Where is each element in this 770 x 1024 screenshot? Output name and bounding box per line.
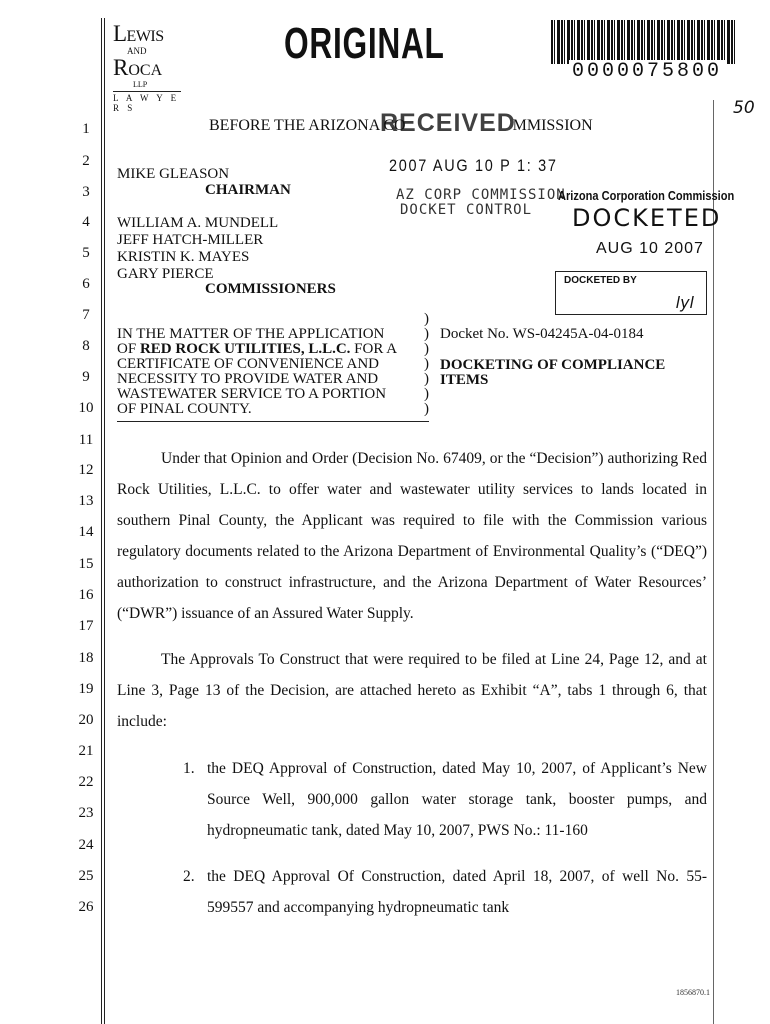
original-stamp: ORIGINAL bbox=[284, 19, 445, 68]
line-number: 9 bbox=[82, 369, 90, 385]
line-number: 11 bbox=[78, 432, 94, 448]
commissioner-list bbox=[117, 215, 278, 283]
left-margin-rule-outer bbox=[101, 18, 102, 1024]
paren: ) bbox=[424, 311, 429, 327]
paragraph-2: The Approvals To Construct that were required to be filed at Line 24, Page 12, and at Line 3, Page 13 of the Decision, are attached hereto as Exhibit “A”, tabs 1 through 6, that include: bbox=[117, 651, 707, 730]
caption-line: WASTEWATER SERVICE TO A PORTION bbox=[117, 386, 387, 402]
az-corp-line-2: DOCKET CONTROL bbox=[400, 202, 533, 218]
document-title bbox=[440, 358, 665, 388]
paren: ) bbox=[424, 386, 429, 402]
received-stamp: RECEIVED bbox=[380, 109, 516, 137]
document-title-line: ITEMS bbox=[440, 372, 489, 388]
az-corp-line-1: AZ CORP COMMISSION bbox=[396, 187, 566, 203]
list-item: the DEQ Approval Of Construction, dated April 18, 2007, of well No. 55-599557 and accompanying hydropneumatic tank bbox=[207, 868, 707, 916]
firm-logo bbox=[113, 22, 193, 113]
docket-number: Docket No. WS-04245A-04-0184 bbox=[440, 326, 644, 342]
line-number: 16 bbox=[78, 587, 94, 603]
docketed-by-label: DOCKETED BY bbox=[564, 275, 637, 286]
docketed-by-initials: lyl bbox=[675, 293, 694, 312]
line-number: 20 bbox=[78, 712, 94, 728]
line-number: 4 bbox=[82, 214, 90, 230]
logo-word-roca: Roca bbox=[113, 55, 163, 80]
caption-line bbox=[117, 342, 417, 357]
handwritten-note: 50 bbox=[733, 98, 755, 118]
line-number: 15 bbox=[78, 556, 94, 572]
line-number: 2 bbox=[82, 153, 90, 169]
line-number: 10 bbox=[78, 400, 94, 416]
docketed-org: Arizona Corporation Commission bbox=[558, 188, 735, 203]
applicant-name: RED ROCK UTILITIES, L.L.C. bbox=[139, 341, 351, 357]
commissioner-name: WILLIAM A. MUNDELL bbox=[117, 215, 279, 231]
list-item: the DEQ Approval of Construction, dated May 10, 2007, of Applicant’s New Source Well, 900,000 gallon water storage tank, booster pumps, and hydropneumatic tank, dated May 10, 2007, PWS No.: 11-160 bbox=[207, 760, 707, 839]
line-number: 1 bbox=[82, 121, 90, 137]
line-number: 3 bbox=[82, 184, 90, 200]
line-number: 19 bbox=[78, 681, 94, 697]
paren: ) bbox=[424, 326, 429, 342]
paren: ) bbox=[424, 371, 429, 387]
commissioner-name: JEFF HATCH-MILLER bbox=[117, 232, 264, 248]
az-corp-stamp bbox=[396, 188, 566, 218]
document-title-line: DOCKETING OF COMPLIANCE bbox=[440, 357, 666, 373]
caption-line: NECESSITY TO PROVIDE WATER AND bbox=[117, 371, 379, 387]
line-number: 22 bbox=[78, 774, 94, 790]
commissioners-title: COMMISSIONERS bbox=[205, 281, 336, 297]
received-date-stamp: 2007 AUG 10 P 1: 37 bbox=[389, 156, 558, 175]
line-number: 25 bbox=[78, 868, 94, 884]
title-part-2: MMISSION bbox=[512, 117, 593, 134]
logo-lawyers: L A W Y E R S bbox=[113, 93, 180, 113]
caption-underline bbox=[117, 421, 429, 422]
logo-and: AND bbox=[127, 46, 147, 56]
barcode-number: 0000075800 bbox=[569, 60, 725, 83]
paren: ) bbox=[424, 356, 429, 372]
line-number: 17 bbox=[78, 618, 94, 634]
caption-for-a: FOR A bbox=[350, 341, 398, 357]
left-margin-rule-inner bbox=[104, 18, 105, 1024]
docketed-date: AUG 10 2007 bbox=[596, 240, 704, 257]
docketed-label: DOCKETED bbox=[572, 204, 722, 232]
caption-parens bbox=[424, 312, 429, 417]
caption-line: OF PINAL COUNTY. bbox=[117, 401, 252, 417]
line-number: 14 bbox=[78, 524, 94, 540]
line-number: 21 bbox=[78, 743, 94, 759]
list-item-number: 2. bbox=[183, 868, 195, 885]
commissioner-name: GARY PIERCE bbox=[117, 266, 214, 282]
caption-of: OF bbox=[117, 341, 140, 357]
line-number: 12 bbox=[78, 462, 94, 478]
list-item-number: 1. bbox=[183, 760, 195, 777]
logo-llp: LLP bbox=[133, 80, 148, 89]
chairman-title: CHAIRMAN bbox=[205, 182, 291, 198]
logo-word-lewis: Lewis bbox=[113, 21, 164, 46]
line-number: 7 bbox=[82, 307, 90, 323]
title-part-1: BEFORE THE ARIZONA CO bbox=[209, 117, 406, 134]
docketed-by-box bbox=[555, 271, 707, 315]
line-number: 5 bbox=[82, 245, 90, 261]
caption-line: CERTIFICATE OF CONVENIENCE AND bbox=[117, 356, 380, 372]
line-number: 24 bbox=[78, 837, 94, 853]
chairman-name: MIKE GLEASON bbox=[117, 166, 230, 182]
docketed-stamp bbox=[558, 188, 735, 258]
paren: ) bbox=[424, 401, 429, 417]
document-id: 1856870.1 bbox=[676, 988, 710, 997]
line-number: 26 bbox=[78, 899, 94, 915]
line-number: 18 bbox=[78, 650, 94, 666]
commissioner-name: KRISTIN K. MAYES bbox=[117, 249, 250, 265]
paren: ) bbox=[424, 341, 429, 357]
caption-line: IN THE MATTER OF THE APPLICATION bbox=[117, 326, 385, 342]
line-number: 6 bbox=[82, 276, 90, 292]
paragraph-1: Under that Opinion and Order (Decision No. 67409, or the “Decision”) authorizing Red Rock Utilities, L.L.C. to offer water and wastewater utility services to lands located in southern Pinal County, the Applicant was required to file with the Commission various regulatory documents related to the Arizona Department of Environmental Quality’s (“DEQ”) authorization to construct infrastructure, and the Arizona Department of Water Resources’ (“DWR”) issuance of an Assured Water Supply. bbox=[117, 450, 707, 622]
line-number: 13 bbox=[78, 493, 94, 509]
case-caption bbox=[117, 327, 417, 417]
line-number: 23 bbox=[78, 805, 94, 821]
barcode bbox=[551, 20, 736, 64]
line-number: 8 bbox=[82, 338, 90, 354]
